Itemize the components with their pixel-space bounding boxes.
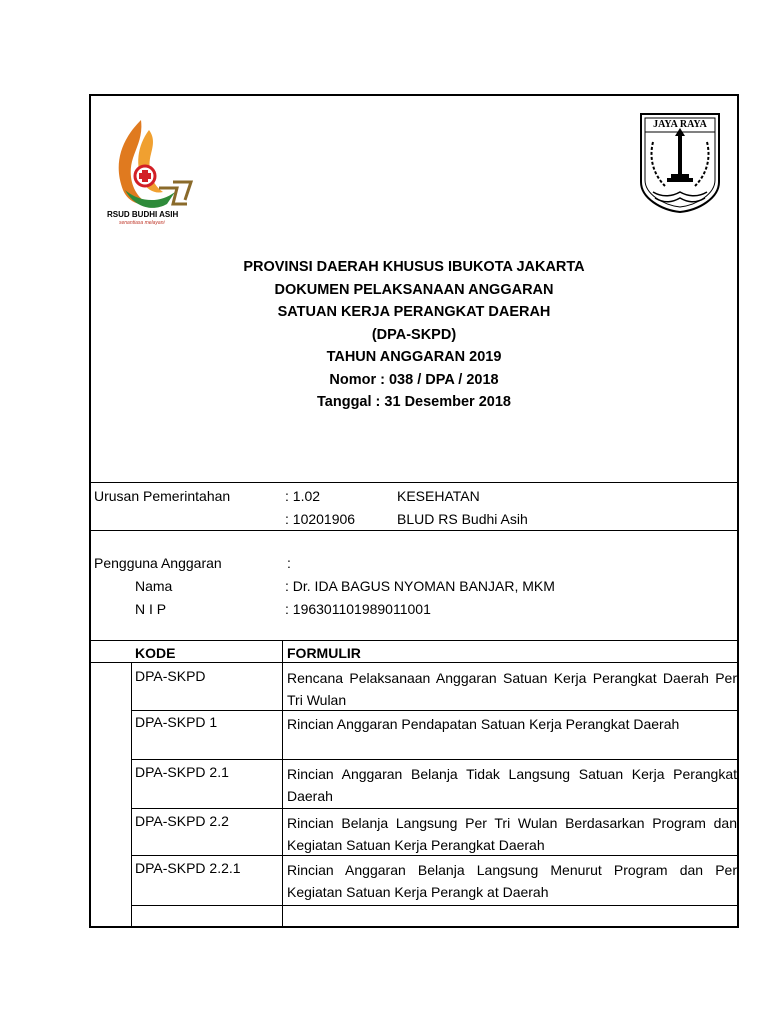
flame-emblem-icon (103, 112, 203, 222)
header-kode: KODE (135, 645, 176, 661)
document-frame (89, 94, 739, 928)
pengguna-label: Pengguna Anggaran (94, 555, 222, 571)
rsud-budhi-asih-logo (103, 112, 203, 226)
document-title-block (91, 256, 737, 414)
title-unit: SATUAN KERJA PERANGKAT DAERAH (277, 304, 551, 320)
urusan-name-1: KESEHATAN (397, 488, 480, 504)
logo-left-name: RSUD BUDHI ASIH (107, 210, 179, 219)
logo-right-text: JAYA RAYA (653, 119, 707, 130)
table-row-formulir: Rencana Pelaksanaan Anggaran Satuan Kerja Perangkat Daerah Per Tri Wulan (287, 670, 737, 708)
table-row-kode: DPA-SKPD 1 (135, 714, 218, 730)
table-row-formulir: Rincian Belanja Langsung Per Tri Wulan Berdasarkan Program dan Kegiatan Satuan Kerja Perangkat Daerah (287, 815, 737, 853)
title-province: PROVINSI DAERAH KHUSUS IBUKOTA JAKARTA (243, 259, 585, 275)
jaya-raya-crest-logo (639, 112, 721, 214)
pengguna-colon: : (287, 555, 291, 571)
table-left-column-line (131, 662, 132, 928)
title-document: DOKUMEN PELAKSANAAN ANGGARAN (274, 281, 554, 298)
table-middle-column-line (282, 640, 283, 928)
table-row-divider (131, 808, 737, 809)
divider-urusan-bottom (91, 530, 737, 531)
header-formulir: FORMULIR (287, 645, 361, 661)
table-top-border (91, 640, 737, 641)
table-row-kode: DPA-SKPD 2.2 (135, 813, 229, 829)
urusan-code-1: : 1.02 (285, 488, 321, 504)
title-fiscal-year: TAHUN ANGGARAN 2019 (326, 349, 502, 365)
table-row-divider (131, 710, 737, 711)
table-row-kode: DPA-SKPD 2.2.1 (135, 860, 241, 876)
nip-value: : 196301101989011001 (285, 601, 431, 617)
nama-value: : Dr. IDA BAGUS NYOMAN BANJAR, MKM (285, 578, 555, 594)
table-row-kode: DPA-SKPD 2.1 (135, 764, 229, 780)
table-empty-kode-cell (132, 906, 282, 926)
title-date: Tanggal : 31 Desember 2018 (317, 394, 511, 410)
urusan-name-2: BLUD RS Budhi Asih (397, 511, 528, 527)
table-row-formulir: Rincian Anggaran Belanja Tidak Langsung Satuan Kerja Perangkat Daerah (287, 766, 737, 804)
table-row-formulir: Rincian Anggaran Belanja Langsung Menurut Program dan Per Kegiatan Satuan Kerja Perangk at Daerah (287, 862, 737, 900)
nama-label: Nama (135, 578, 173, 594)
urusan-label: Urusan Pemerintahan (94, 488, 231, 504)
table-row-divider (131, 855, 737, 856)
title-number: Nomor : 038 / DPA / 2018 (329, 371, 499, 388)
table-row-kode: DPA-SKPD (135, 668, 206, 684)
divider-urusan-top (91, 482, 737, 483)
table-row-divider (131, 759, 737, 760)
logo-left-tagline: senantiasa melayani (119, 220, 165, 226)
table-row-formulir: Rincian Anggaran Pendapatan Satuan Kerja Perangkat Daerah (287, 716, 680, 732)
title-abbreviation: (DPA-SKPD) (371, 326, 457, 343)
table-header-bottom-border (91, 662, 737, 663)
urusan-code-2: : 10201906 (285, 511, 356, 527)
nip-label: N I P (135, 601, 167, 617)
table-empty-formulir-cell (283, 906, 737, 926)
